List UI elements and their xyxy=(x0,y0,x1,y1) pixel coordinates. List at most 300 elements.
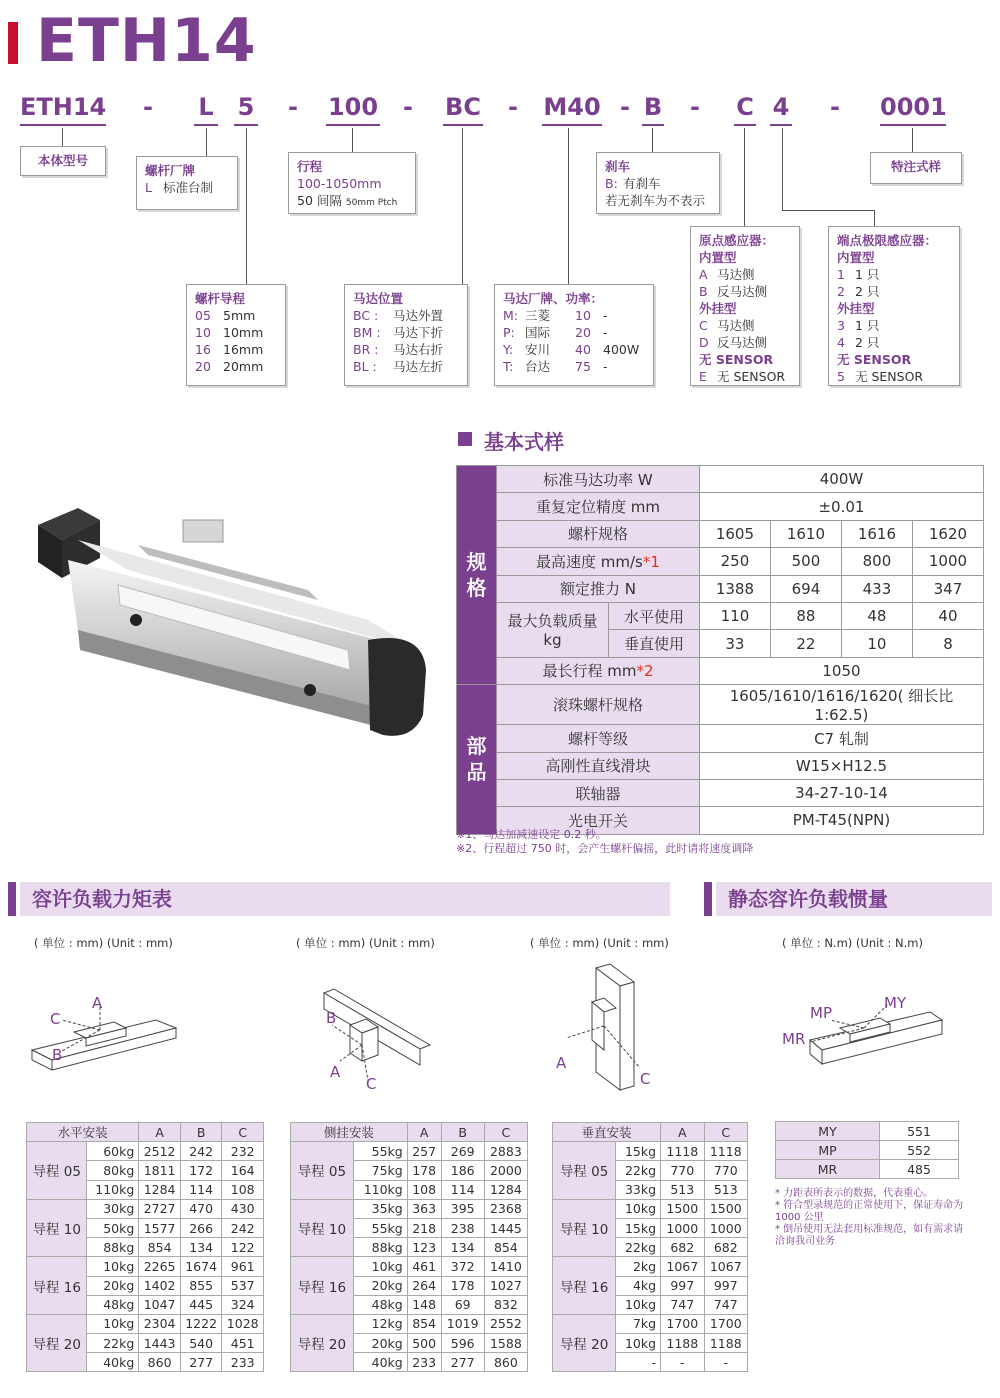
key: M: xyxy=(503,308,518,323)
value-cell: 108 xyxy=(222,1180,264,1199)
key: T: xyxy=(503,359,514,374)
load-cell: 15kg xyxy=(616,1142,661,1161)
box-title: 螺杆厂牌 xyxy=(145,163,196,178)
key: A xyxy=(699,267,708,282)
spec-value: 1388 xyxy=(699,575,770,602)
pitch-b: 50mm Ptch xyxy=(345,198,398,208)
value-cell: 1577 xyxy=(139,1218,181,1237)
key: BM : xyxy=(353,325,381,340)
value-cell: 172 xyxy=(180,1161,222,1180)
spec-value: 48 xyxy=(841,602,912,629)
code-dash: - xyxy=(288,93,298,121)
value-cell: 513 xyxy=(661,1180,704,1199)
spec-value: C7 轧制 xyxy=(699,725,983,752)
lead-cell: 导程 20 xyxy=(291,1314,354,1372)
value-cell: 854 xyxy=(484,1238,527,1257)
value-cell: 1588 xyxy=(484,1334,527,1353)
value-cell: 997 xyxy=(661,1276,704,1295)
value-cell: 1410 xyxy=(484,1257,527,1276)
value-cell: 264 xyxy=(407,1276,441,1295)
code-motor: M40 xyxy=(542,92,602,126)
spec-label: 重复定位精度 mm xyxy=(497,493,700,520)
axis-label-b: B xyxy=(326,1009,337,1027)
value-cell: 395 xyxy=(441,1199,484,1218)
value-cell: 430 xyxy=(222,1199,264,1218)
table-col-header: A xyxy=(661,1123,704,1142)
key: P: xyxy=(503,325,515,340)
value-cell: 1028 xyxy=(222,1314,264,1333)
spec-value: 22 xyxy=(770,630,841,657)
spec-value: 1000 xyxy=(912,548,983,575)
inertia-value: 552 xyxy=(880,1141,959,1160)
value-cell: 1118 xyxy=(661,1142,704,1161)
value-cell: 1000 xyxy=(704,1218,747,1237)
value-cell: 1700 xyxy=(661,1314,704,1333)
value-cell: 372 xyxy=(441,1257,484,1276)
spec-value: 110 xyxy=(699,602,770,629)
value-cell: 186 xyxy=(441,1161,484,1180)
value-cell: 269 xyxy=(441,1142,484,1161)
value-cell: 122 xyxy=(222,1238,264,1257)
value-cell: 164 xyxy=(222,1161,264,1180)
value: 5mm xyxy=(223,308,256,323)
spec-side-label: 规格 xyxy=(457,466,497,685)
value-cell: 2368 xyxy=(484,1199,527,1218)
connector-line xyxy=(206,128,207,156)
box-screw-brand xyxy=(136,156,238,210)
sub-title: 内置型 xyxy=(837,250,875,265)
value-cell: 860 xyxy=(139,1353,181,1372)
key: B xyxy=(699,284,708,299)
table-row xyxy=(291,1257,528,1276)
value-cell: 860 xyxy=(484,1353,527,1372)
box-limit-sensor xyxy=(828,226,960,386)
value-cell: 1188 xyxy=(661,1334,704,1353)
value-cell: 114 xyxy=(180,1180,222,1199)
value: 台达 xyxy=(525,359,551,374)
value-cell: 1500 xyxy=(704,1199,747,1218)
value-cell: 1402 xyxy=(139,1276,181,1295)
load-cell: 4kg xyxy=(616,1276,661,1295)
value-cell: 461 xyxy=(407,1257,441,1276)
table-title: 水平安装 xyxy=(27,1123,139,1142)
load-cell: 10kg xyxy=(616,1199,661,1218)
box-special xyxy=(870,152,962,184)
code-limit: 4 xyxy=(770,92,792,126)
value: 400W xyxy=(603,342,640,357)
load-cell: 55kg xyxy=(353,1142,407,1161)
value: 马达外置 xyxy=(393,308,444,323)
value: 国际 xyxy=(525,325,551,340)
code-dash: - xyxy=(620,93,630,121)
spec-value: 433 xyxy=(841,575,912,602)
load-cell: 40kg xyxy=(353,1353,407,1372)
value-cell: 855 xyxy=(180,1276,222,1295)
table-row xyxy=(291,1314,528,1333)
value: 安川 xyxy=(525,342,551,357)
lead-cell: 导程 05 xyxy=(553,1142,616,1200)
key: 40 xyxy=(575,342,591,357)
key: 1 xyxy=(837,267,845,282)
load-cell: 88kg xyxy=(353,1238,407,1257)
value-cell: 513 xyxy=(704,1180,747,1199)
value-cell: 242 xyxy=(180,1142,222,1161)
value-cell: 266 xyxy=(180,1218,222,1237)
load-cell: 110kg xyxy=(87,1180,139,1199)
spec-label: 螺杆等级 xyxy=(497,725,700,752)
box-title: 螺杆导程 xyxy=(195,291,246,306)
key: D xyxy=(699,335,709,350)
lead-cell: 导程 10 xyxy=(27,1199,87,1257)
value-cell: 233 xyxy=(407,1353,441,1372)
axis-label-my: MY xyxy=(884,994,907,1012)
value: 马达下折 xyxy=(393,325,444,340)
value-cell: 1284 xyxy=(484,1180,527,1199)
spec-value: 40 xyxy=(912,602,983,629)
unit-label: ( 单位 : N.m) (Unit : N.m) xyxy=(782,936,923,950)
value: 三菱 xyxy=(525,308,551,323)
key: 10 xyxy=(575,308,591,323)
table-row xyxy=(27,1257,264,1276)
value: 无 SENSOR xyxy=(717,369,786,384)
key: 10 xyxy=(195,325,211,340)
key: L xyxy=(145,180,152,195)
spec-value: 250 xyxy=(699,548,770,575)
axis-label-b: B xyxy=(52,1046,63,1064)
value: 马达侧 xyxy=(717,267,755,282)
key: BC : xyxy=(353,308,379,323)
inertia-note: * 力距表所表示的数据，代表重心。 xyxy=(775,1188,934,1199)
value-cell: 277 xyxy=(180,1353,222,1372)
value-cell: 69 xyxy=(441,1295,484,1314)
key: BR : xyxy=(353,342,379,357)
connector-line xyxy=(744,128,745,226)
axis-label-c: C xyxy=(50,1010,61,1028)
inertia-value: 551 xyxy=(880,1122,959,1141)
code-stroke: 100 xyxy=(326,92,380,126)
code-dash: - xyxy=(143,93,153,121)
inertia-key: MY xyxy=(776,1122,880,1141)
page-title: ETH14 xyxy=(36,6,257,76)
spec-value: 800 xyxy=(841,548,912,575)
vertical-load-table xyxy=(552,1122,748,1372)
table-row xyxy=(553,1199,748,1218)
value-cell: 2883 xyxy=(484,1142,527,1161)
key: 05 xyxy=(195,308,211,323)
inertia-section-title: 静态容许负载惯量 xyxy=(728,887,888,911)
load-cell: 35kg xyxy=(353,1199,407,1218)
spec-label: 高刚性直线滑块 xyxy=(497,752,700,779)
value-cell: - xyxy=(704,1353,747,1372)
value-cell: 1811 xyxy=(139,1161,181,1180)
table-col-header: B xyxy=(441,1123,484,1142)
load-cell: - xyxy=(616,1353,661,1372)
lead-cell: 导程 05 xyxy=(291,1142,354,1200)
value: 2 只 xyxy=(855,335,880,350)
value: 16mm xyxy=(223,342,264,357)
key: BL : xyxy=(353,359,377,374)
table-col-header: C xyxy=(222,1123,264,1142)
load-cell: 2kg xyxy=(616,1257,661,1276)
value-cell: 1000 xyxy=(661,1218,704,1237)
load-cell: 33kg xyxy=(616,1180,661,1199)
load-cell: 110kg xyxy=(353,1180,407,1199)
unit-label: ( 单位 : mm) (Unit : mm) xyxy=(296,936,435,950)
value-cell: 2304 xyxy=(139,1314,181,1333)
spec-value: 34-27-10-14 xyxy=(699,779,983,806)
value-cell: 596 xyxy=(441,1334,484,1353)
spec-value: 500 xyxy=(770,548,841,575)
code-dash: - xyxy=(508,93,518,121)
load-cell: 40kg xyxy=(87,1353,139,1372)
value-cell: 747 xyxy=(661,1295,704,1314)
table-col-header: A xyxy=(139,1123,181,1142)
load-cell: 50kg xyxy=(87,1218,139,1237)
connector-line xyxy=(912,128,913,152)
key: 16 xyxy=(195,342,211,357)
spec-value: 1605 xyxy=(699,520,770,547)
value-cell: 178 xyxy=(407,1161,441,1180)
lead-cell: 导程 16 xyxy=(553,1257,616,1315)
spec-label xyxy=(497,548,700,575)
value-cell: 2265 xyxy=(139,1257,181,1276)
value-cell: 1674 xyxy=(180,1257,222,1276)
value-cell: 961 xyxy=(222,1257,264,1276)
value-cell: 1067 xyxy=(661,1257,704,1276)
key: 3 xyxy=(837,318,845,333)
value-cell: 233 xyxy=(222,1353,264,1372)
connector-line xyxy=(246,128,247,284)
spec-note-2: ※2、行程超过 750 时，会产生螺杆偏摇，此时请将速度调降 xyxy=(456,842,754,855)
spec-value: PM-T45(NPN) xyxy=(699,807,983,834)
value-cell: 540 xyxy=(180,1334,222,1353)
spec-value: W15×H12.5 xyxy=(699,752,983,779)
table-row xyxy=(553,1257,748,1276)
box-lead xyxy=(186,284,286,386)
code-dash: - xyxy=(830,93,840,121)
table-col-header: A xyxy=(407,1123,441,1142)
code-special: 0001 xyxy=(880,92,946,126)
key: C xyxy=(699,318,708,333)
value-cell: 1445 xyxy=(484,1218,527,1237)
axis-label-a: A xyxy=(330,1063,341,1081)
key: 2 xyxy=(837,284,845,299)
value: 马达左折 xyxy=(393,359,444,374)
code-brake: B xyxy=(642,92,664,126)
load-cell: 10kg xyxy=(87,1257,139,1276)
load-cell: 10kg xyxy=(353,1257,407,1276)
sub-title: 无 SENSOR xyxy=(699,352,774,367)
connector-line xyxy=(568,128,569,284)
inertia-table xyxy=(775,1121,959,1179)
table-row xyxy=(27,1314,264,1333)
value: 2 只 xyxy=(855,284,880,299)
table-row xyxy=(291,1142,528,1161)
spec-label: 滚珠螺杆规格 xyxy=(497,685,700,725)
load-cell: 15kg xyxy=(616,1218,661,1237)
connector-line xyxy=(782,128,783,210)
code-motor-pos: BC xyxy=(443,92,483,126)
box-title: 端点极限感应器： xyxy=(837,233,938,248)
pitch-a: 50 间隔 xyxy=(297,193,342,208)
box-title: 特注式样 xyxy=(890,159,941,174)
load-cell: 48kg xyxy=(353,1295,407,1314)
inertia-value: 485 xyxy=(880,1160,959,1179)
table-row xyxy=(27,1142,264,1161)
spec-value: 347 xyxy=(912,575,983,602)
table-title: 垂直安装 xyxy=(553,1123,661,1142)
lead-cell: 导程 16 xyxy=(27,1257,87,1315)
value-cell: 134 xyxy=(441,1238,484,1257)
axis-label-mr: MR xyxy=(782,1030,806,1048)
spec-label: 标准马达功率 W xyxy=(497,466,700,493)
side-load-table xyxy=(290,1122,528,1372)
value-cell: 178 xyxy=(441,1276,484,1295)
code-lead: 5 xyxy=(234,92,258,126)
box-title: 刹车 xyxy=(605,159,631,174)
key: 20 xyxy=(575,325,591,340)
value-cell: 1443 xyxy=(139,1334,181,1353)
value-cell: 1027 xyxy=(484,1276,527,1295)
code-model: ETH14 xyxy=(20,92,106,126)
spec-value: 694 xyxy=(770,575,841,602)
box-motor-position xyxy=(344,284,468,386)
note-mark: *1 xyxy=(642,552,660,571)
header-accent-bar xyxy=(8,22,18,64)
box-title: 行程 xyxy=(297,159,323,174)
value-cell: 1047 xyxy=(139,1295,181,1314)
section-marker xyxy=(458,432,472,446)
sub-title: 无 SENSOR xyxy=(837,352,912,367)
spec-value: 1616 xyxy=(841,520,912,547)
key: 20 xyxy=(195,359,211,374)
code-dash: - xyxy=(403,93,413,121)
value: - xyxy=(603,359,608,374)
code-origin: C xyxy=(734,92,756,126)
axis-label-c: C xyxy=(366,1075,377,1093)
sub-title: 外挂型 xyxy=(699,301,737,316)
inertia-diagram xyxy=(780,990,950,1080)
table-row xyxy=(553,1142,748,1161)
axis-label-a: A xyxy=(92,994,103,1012)
value-cell: 2727 xyxy=(139,1199,181,1218)
lead-cell: 导程 10 xyxy=(553,1199,616,1257)
value-cell: 854 xyxy=(139,1238,181,1257)
value: 标准台制 xyxy=(163,180,214,195)
value-cell: 148 xyxy=(407,1295,441,1314)
spec-sublabel: 水平使用 xyxy=(609,602,700,629)
spec-value: 1050 xyxy=(699,657,983,684)
value-cell: 747 xyxy=(704,1295,747,1314)
value-cell: 2512 xyxy=(139,1142,181,1161)
value: 10mm xyxy=(223,325,264,340)
inertia-note: * 符合型录规范的正常使用下，保证寿命为 1000 公里 xyxy=(775,1200,964,1223)
inertia-notes xyxy=(775,1188,965,1248)
value-cell: 997 xyxy=(704,1276,747,1295)
spec-label: 额定推力 N xyxy=(497,575,700,602)
value-cell: 1284 xyxy=(139,1180,181,1199)
box-title: 原点感应器： xyxy=(699,233,775,248)
value-cell: 1118 xyxy=(704,1142,747,1161)
key: 4 xyxy=(837,335,845,350)
value-cell: 242 xyxy=(222,1218,264,1237)
unit-label: ( 单位 : mm) (Unit : mm) xyxy=(530,936,669,950)
load-cell: 88kg xyxy=(87,1238,139,1257)
sub-title: 外挂型 xyxy=(837,301,875,316)
value-cell: 134 xyxy=(180,1238,222,1257)
lead-cell: 导程 20 xyxy=(553,1314,616,1372)
side-mount-diagram xyxy=(310,985,440,1095)
speed-label: 最高速度 mm/s xyxy=(536,552,643,571)
value-cell: 854 xyxy=(407,1314,441,1333)
load-cell: 22kg xyxy=(87,1334,139,1353)
value: 1 只 xyxy=(855,267,880,282)
lead-cell: 导程 20 xyxy=(27,1314,87,1372)
table-col-header: B xyxy=(180,1123,222,1142)
value: 马达右折 xyxy=(393,342,444,357)
value: - xyxy=(603,325,608,340)
value-cell: 770 xyxy=(704,1161,747,1180)
value: 有刹车 xyxy=(623,176,661,191)
load-cell: 10kg xyxy=(87,1314,139,1333)
table-row xyxy=(553,1314,748,1333)
inertia-note: * 倒吊使用无法套用标准规范，如有需求请洽询我司业务 xyxy=(775,1224,964,1247)
value-cell: 682 xyxy=(661,1238,704,1257)
value-cell: 1067 xyxy=(704,1257,747,1276)
spec-value: 10 xyxy=(841,630,912,657)
value: 20mm xyxy=(223,359,264,374)
connector-line xyxy=(652,128,653,152)
spec-value: 1610 xyxy=(770,520,841,547)
load-cell: 20kg xyxy=(353,1334,407,1353)
load-cell: 30kg xyxy=(87,1199,139,1218)
moment-section-title: 容许负载力矩表 xyxy=(32,887,172,911)
load-cell: 48kg xyxy=(87,1295,139,1314)
actuator-product-image xyxy=(18,500,438,750)
value-cell: 324 xyxy=(222,1295,264,1314)
value-cell: 1222 xyxy=(180,1314,222,1333)
value: 1 只 xyxy=(855,318,880,333)
value-cell: 1188 xyxy=(704,1334,747,1353)
table-title: 侧挂安装 xyxy=(291,1123,408,1142)
value-cell: 257 xyxy=(407,1142,441,1161)
stroke-range: 100-1050mm xyxy=(297,176,382,191)
axis-label-a: A xyxy=(556,1054,567,1072)
value: 反马达侧 xyxy=(717,335,768,350)
value-cell: 451 xyxy=(222,1334,264,1353)
value: - xyxy=(603,308,608,323)
load-cell: 20kg xyxy=(353,1276,407,1295)
spec-value: 1605/1610/1616/1620( 细长比 1:62.5) xyxy=(699,685,983,725)
value-cell: 1019 xyxy=(441,1314,484,1333)
stroke-label: 最长行程 mm xyxy=(542,662,637,681)
value-cell: 2552 xyxy=(484,1314,527,1333)
value-cell: 770 xyxy=(661,1161,704,1180)
section-marker xyxy=(704,882,712,916)
value: 无 SENSOR xyxy=(855,369,924,384)
value-cell: 537 xyxy=(222,1276,264,1295)
inertia-key: MR xyxy=(776,1160,880,1179)
lead-cell: 导程 16 xyxy=(291,1257,354,1315)
box-motor-brand xyxy=(494,284,654,386)
value: 马达侧 xyxy=(717,318,755,333)
lead-cell: 导程 10 xyxy=(291,1199,354,1257)
connector-line xyxy=(352,128,353,152)
code-screw-brand: L xyxy=(194,92,218,126)
value-cell: 1500 xyxy=(661,1199,704,1218)
table-col-header: C xyxy=(704,1123,747,1142)
box-origin-sensor xyxy=(690,226,800,386)
